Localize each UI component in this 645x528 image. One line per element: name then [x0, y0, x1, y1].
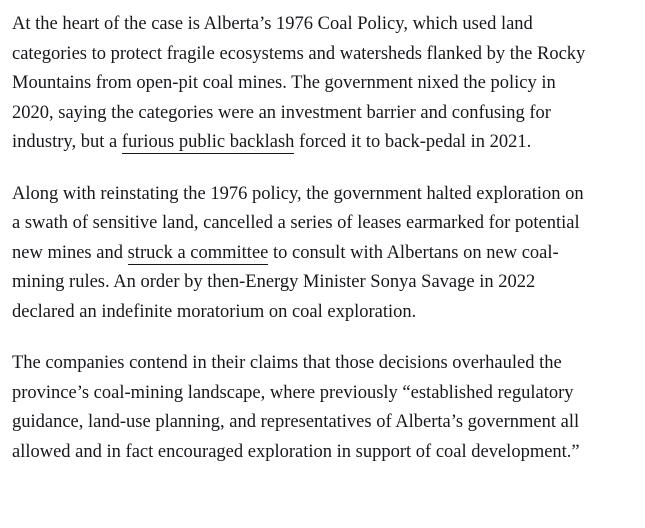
- paragraph-text: The companies contend in their claims that those decisions overhauled the province’s coal-mining landscape, where previously “established regulatory guidance, land-use planning, and representatives of Alberta’s government all allowed and in fact encouraged exploration in support of coal development.”: [12, 353, 580, 462]
- paragraph-text: to consult with Albertans on new coal-mining rules. An order by then-Energy Minister Sonya Savage in 2022 declared an indefinite moratorium on coal exploration.: [12, 242, 559, 322]
- link-furious-public-backlash[interactable]: furious public backlash: [121, 132, 295, 152]
- article-paragraph: [12, 10, 589, 158]
- link-struck-a-committee[interactable]: struck a committee: [127, 242, 269, 263]
- article-paragraph: [12, 349, 589, 467]
- article-paragraph: [12, 180, 589, 328]
- paragraph-text: Along with reinstating the 1976 policy, the government halted exploration on a swath of sensitive land, cancelled a series of leases earmarked for potential new mines and: [12, 183, 584, 263]
- paragraph-text: forced it to back-pedal in 2021.: [294, 132, 532, 152]
- paragraph-text: At the heart of the case is Alberta’s 1976 Coal Policy, which used land categories to protect fragile ecosystems and watersheds flanked by the Rocky Mountains from open-pit coal mines. The government nixed the policy in 2020, saying the categories were an investment barrier and confusing for industry, but a: [12, 14, 586, 152]
